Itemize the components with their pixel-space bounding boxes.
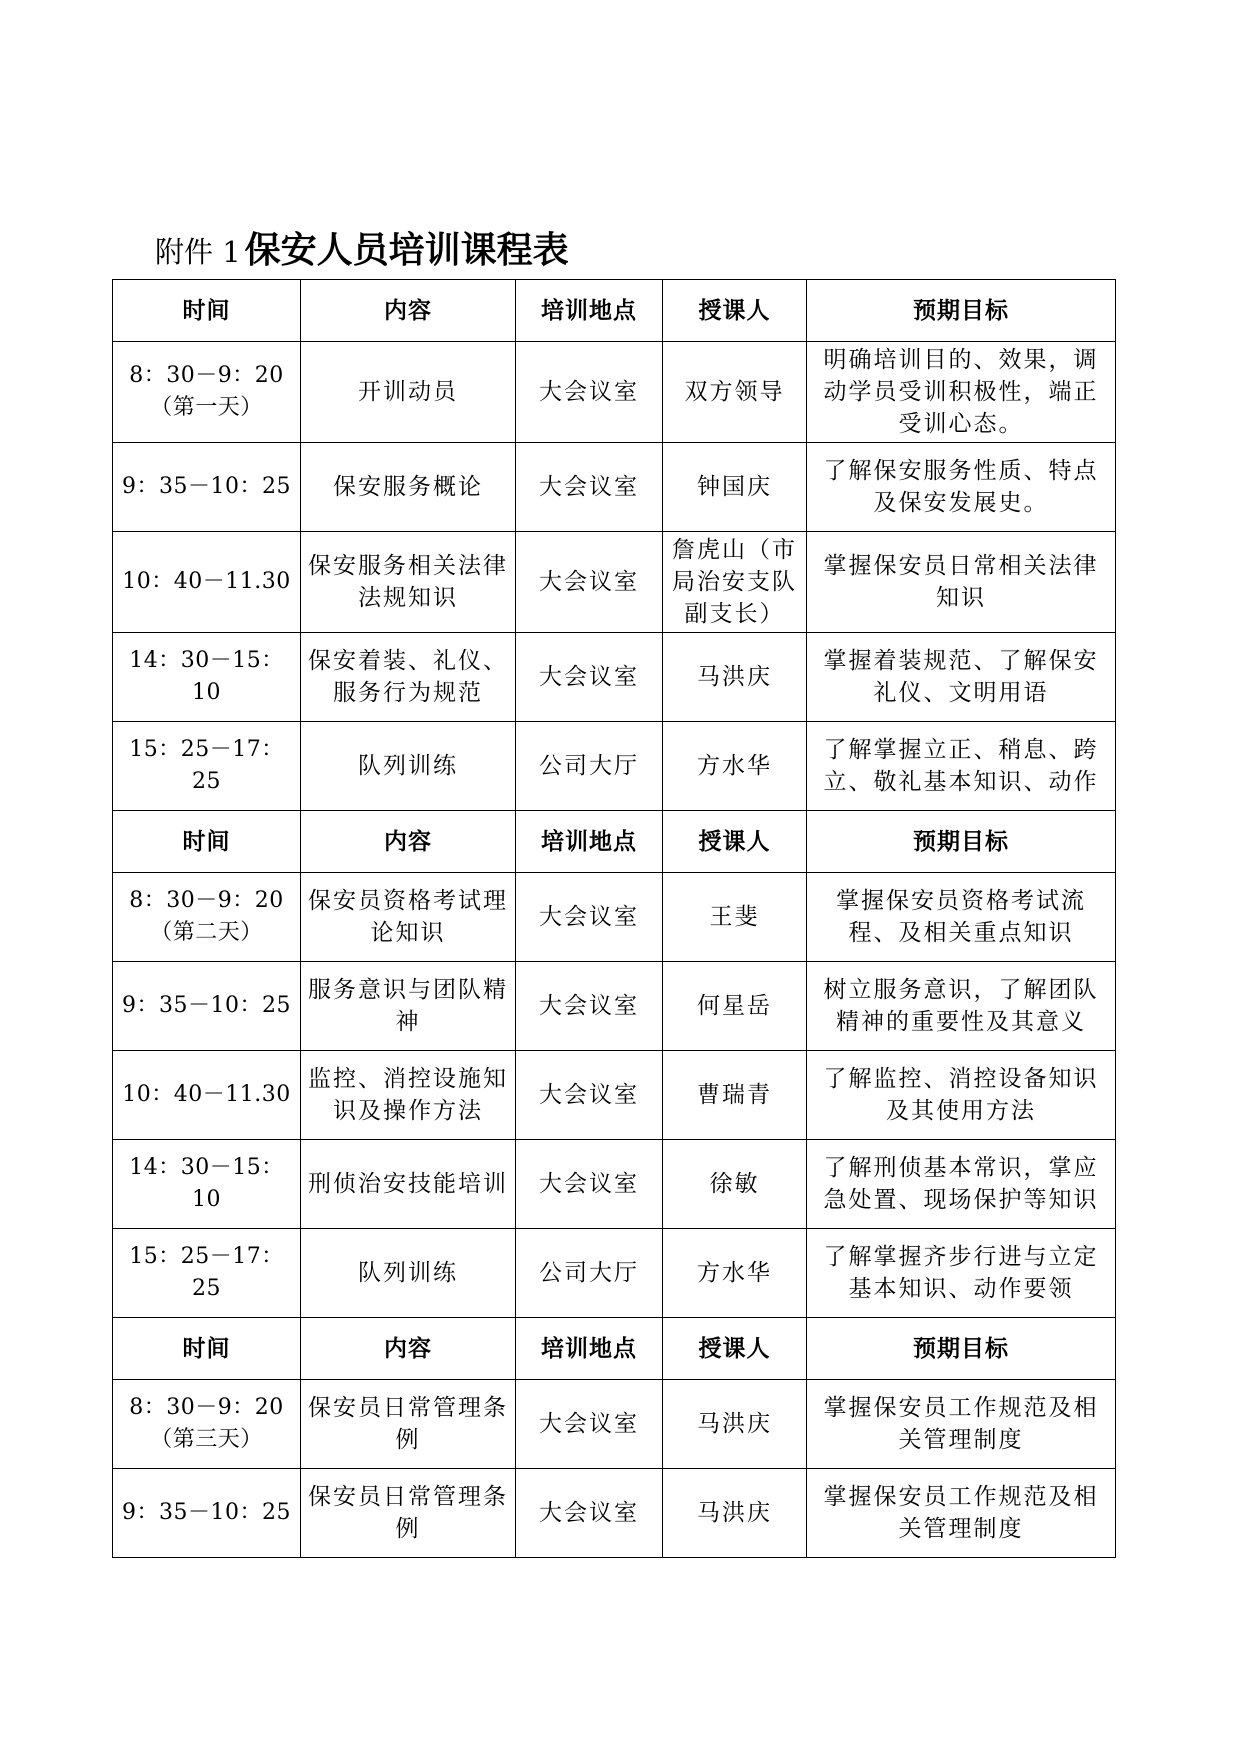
table-row [113,532,1116,633]
time-cell [113,342,301,443]
content-cell: 保安员日常管理条例 [301,1469,516,1558]
content-cell: 服务意识与团队精神 [301,962,516,1051]
time-cell [113,873,301,962]
training-schedule-table [112,279,1116,1558]
instructor-cell: 王斐 [663,873,807,962]
title-main: 保安人员培训课程表 [244,229,569,271]
location-cell: 公司大厅 [516,1229,663,1318]
header-time: 时间 [113,811,301,873]
time-cell: 9：35－10：25 [113,962,301,1051]
goal-cell: 掌握保安员工作规范及相关管理制度 [807,1469,1116,1558]
instructor-cell: 方水华 [663,1229,807,1318]
header-goal: 预期目标 [807,1318,1116,1380]
header-row [113,280,1116,342]
location-cell: 大会议室 [516,962,663,1051]
table-row [113,1469,1116,1558]
header-row [113,811,1116,873]
time-text: 8：30－9：20 [129,1395,284,1420]
goal-cell: 了解掌握立正、稍息、跨立、敬礼基本知识、动作 [807,722,1116,811]
day-label: （第三天） [150,1427,263,1452]
table-row [113,1140,1116,1229]
content-cell: 保安服务相关法律法规知识 [301,532,516,633]
header-instructor: 授课人 [663,1318,807,1380]
time-cell: 15：25－17：25 [113,722,301,811]
time-text: 8：30－9：20 [129,363,284,388]
content-cell: 保安着装、礼仪、服务行为规范 [301,633,516,722]
location-cell: 大会议室 [516,1469,663,1558]
content-cell: 保安服务概论 [301,443,516,532]
table-row [113,873,1116,962]
time-cell: 9：35－10：25 [113,1469,301,1558]
table-row [113,342,1116,443]
goal-cell: 了解监控、消控设备知识及其使用方法 [807,1051,1116,1140]
table-row [113,443,1116,532]
location-cell: 大会议室 [516,342,663,443]
goal-cell: 掌握保安员日常相关法律知识 [807,532,1116,633]
header-row [113,1318,1116,1380]
table-row [113,1229,1116,1318]
location-cell: 大会议室 [516,873,663,962]
goal-cell: 明确培训目的、效果，调动学员受训积极性，端正受训心态。 [807,342,1116,443]
header-location: 培训地点 [516,811,663,873]
table-row [113,962,1116,1051]
table-row [113,633,1116,722]
content-cell: 保安员日常管理条例 [301,1380,516,1469]
instructor-cell: 钟国庆 [663,443,807,532]
table-row [113,1051,1116,1140]
location-cell: 公司大厅 [516,722,663,811]
instructor-cell: 马洪庆 [663,633,807,722]
goal-cell: 了解掌握齐步行进与立定基本知识、动作要领 [807,1229,1116,1318]
content-cell: 队列训练 [301,722,516,811]
time-cell: 14：30－15：10 [113,633,301,722]
time-cell: 14：30－15：10 [113,1140,301,1229]
instructor-cell: 曹瑞青 [663,1051,807,1140]
header-location: 培训地点 [516,280,663,342]
page-title [155,222,569,273]
header-content: 内容 [301,280,516,342]
day-label: （第二天） [150,920,263,945]
time-cell: 9：35－10：25 [113,443,301,532]
instructor-cell: 马洪庆 [663,1469,807,1558]
location-cell: 大会议室 [516,532,663,633]
goal-cell: 了解保安服务性质、特点及保安发展史。 [807,443,1116,532]
time-text: 8：30－9：20 [129,888,284,913]
instructor-cell: 詹虎山（市局治安支队副支长） [663,532,807,633]
goal-cell: 了解刑侦基本常识，掌应急处置、现场保护等知识 [807,1140,1116,1229]
content-cell: 队列训练 [301,1229,516,1318]
time-cell: 15：25－17：25 [113,1229,301,1318]
header-goal: 预期目标 [807,280,1116,342]
time-cell [113,1380,301,1469]
instructor-cell: 徐敏 [663,1140,807,1229]
header-location: 培训地点 [516,1318,663,1380]
instructor-cell: 方水华 [663,722,807,811]
header-content: 内容 [301,1318,516,1380]
time-cell: 10：40－11.30 [113,1051,301,1140]
header-time: 时间 [113,1318,301,1380]
title-prefix: 附件 1 [155,235,241,269]
header-instructor: 授课人 [663,280,807,342]
location-cell: 大会议室 [516,1051,663,1140]
location-cell: 大会议室 [516,1380,663,1469]
instructor-cell: 何星岳 [663,962,807,1051]
goal-cell: 掌握保安员资格考试流程、及相关重点知识 [807,873,1116,962]
time-cell: 10：40－11.30 [113,532,301,633]
header-content: 内容 [301,811,516,873]
goal-cell: 掌握着装规范、了解保安礼仪、文明用语 [807,633,1116,722]
content-cell: 开训动员 [301,342,516,443]
content-cell: 监控、消控设施知识及操作方法 [301,1051,516,1140]
header-goal: 预期目标 [807,811,1116,873]
location-cell: 大会议室 [516,1140,663,1229]
content-cell: 保安员资格考试理论知识 [301,873,516,962]
table-row [113,722,1116,811]
instructor-cell: 双方领导 [663,342,807,443]
goal-cell: 树立服务意识，了解团队精神的重要性及其意义 [807,962,1116,1051]
header-time: 时间 [113,280,301,342]
header-instructor: 授课人 [663,811,807,873]
content-cell: 刑侦治安技能培训 [301,1140,516,1229]
table-row [113,1380,1116,1469]
goal-cell: 掌握保安员工作规范及相关管理制度 [807,1380,1116,1469]
location-cell: 大会议室 [516,633,663,722]
instructor-cell: 马洪庆 [663,1380,807,1469]
day-label: （第一天） [150,395,263,420]
location-cell: 大会议室 [516,443,663,532]
